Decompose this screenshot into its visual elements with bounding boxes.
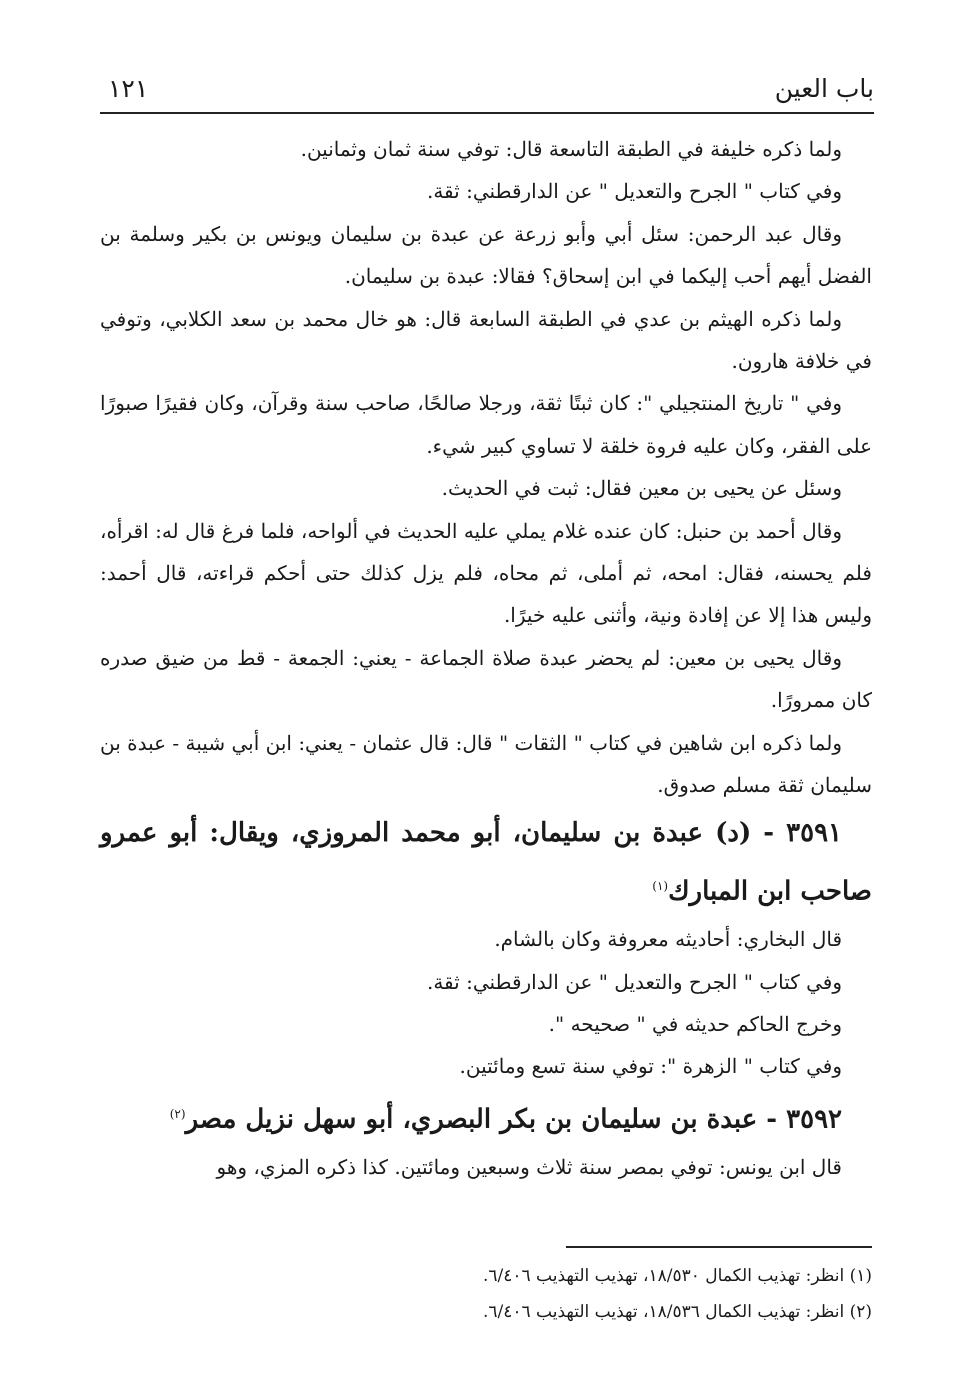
entry-heading bbox=[100, 1088, 872, 1147]
footnote-reference: (١) bbox=[652, 878, 669, 893]
footnote-reference: (٢) bbox=[169, 1106, 186, 1121]
entry-title: ٣٥٩١ - (د) عبدة بن سليمان، أبو محمد المروزي، ويقال: أبو عمرو صاحب ابن المبارك bbox=[100, 817, 872, 907]
paragraph: ولما ذكره خليفة في الطبقة التاسعة قال: توفي سنة ثمان وثمانين. bbox=[300, 137, 842, 161]
entry-title: ٣٥٩٢ - عبدة بن سليمان بن بكر البصري، أبو سهل نزيل مصر bbox=[185, 1104, 842, 1135]
paragraph: وسئل عن يحيى بن معين فقال: ثبت في الحديث. bbox=[441, 476, 842, 501]
footnote: (٢) انظر: تهذيب الكمال ١٨/٥٣٦، تهذيب التهذيب ٦/٤٠٦. bbox=[482, 1302, 872, 1322]
paragraph: وفي كتاب " الجرح والتعديل " عن الدارقطني: ثقة. bbox=[426, 179, 842, 204]
paragraph: ولما ذكره ابن شاهين في كتاب " الثقات " قال: قال عثمان - يعني: ابن أبي شيبة - عبدة بن سليمان ثقة مسلم صدوق. bbox=[99, 730, 872, 798]
footnote: (١) انظر: تهذيب الكمال ١٨/٥٣٠، تهذيب التهذيب ٦/٤٠٦. bbox=[482, 1266, 872, 1286]
header-rule bbox=[100, 112, 874, 114]
paragraph: ولما ذكره الهيثم بن عدي في الطبقة السابعة قال: هو خال محمد بن سعد الكلابي، وتوفي في خلافة هارون. bbox=[100, 306, 872, 374]
paragraph: وفي " تاريخ المنتجيلي ": كان ثبتًا ثقة، ورجلا صالحًا، صاحب سنة وقرآن، وكان فقيرًا صبورًا على الفقر، وكان عليه فروة خلقة لا تساوي كبير شيء. bbox=[100, 391, 872, 458]
page-number: ١٢١ bbox=[108, 74, 149, 103]
paragraph: قال البخاري: أحاديثه معروفة وكان بالشام. bbox=[494, 927, 842, 952]
section-title: باب العين bbox=[774, 74, 874, 103]
paragraph: قال ابن يونس: توفي بمصر سنة ثلاث وسبعين ومائتين. كذا ذكره المزي، وهو bbox=[216, 1155, 842, 1180]
running-header bbox=[100, 70, 874, 114]
footnote-separator bbox=[566, 1246, 872, 1248]
footnotes bbox=[300, 1258, 872, 1330]
main-text bbox=[100, 128, 872, 1189]
paragraph: وفي كتاب " الزهرة ": توفي سنة تسع ومائتين. bbox=[459, 1054, 842, 1079]
paragraph: وقال أحمد بن حنبل: كان عنده غلام يملي عليه الحديث في ألواحه، فلما فرغ قال له: اقرأه، فلم يحسنه، فقال: امحه، ثم أملى، ثم محاه، فلم يزل كذلك حتى أحكم قراءته، قال أحمد: وليس هذا إلا عن إفادة ونية، وأثنى عليه خيرًا. bbox=[100, 518, 872, 628]
entry-heading bbox=[100, 807, 872, 919]
paragraph: وخرج الحاكم حديثه في " صحيحه ". bbox=[548, 1011, 842, 1036]
paragraph: وقال عبد الرحمن: سئل أبي وأبو زرعة عن عبدة بن سليمان ويونس بن بكير وسلمة بن الفضل أيهم أحب إليكما في ابن إسحاق؟ فقالا: عبدة بن سليمان. bbox=[100, 221, 872, 289]
paragraph: وفي كتاب " الجرح والتعديل " عن الدارقطني: ثقة. bbox=[426, 969, 842, 994]
paragraph: وقال يحيى بن معين: لم يحضر عبدة صلاة الجماعة - يعني: الجمعة - قط من ضيق صدره كان ممرورًا. bbox=[100, 645, 872, 713]
